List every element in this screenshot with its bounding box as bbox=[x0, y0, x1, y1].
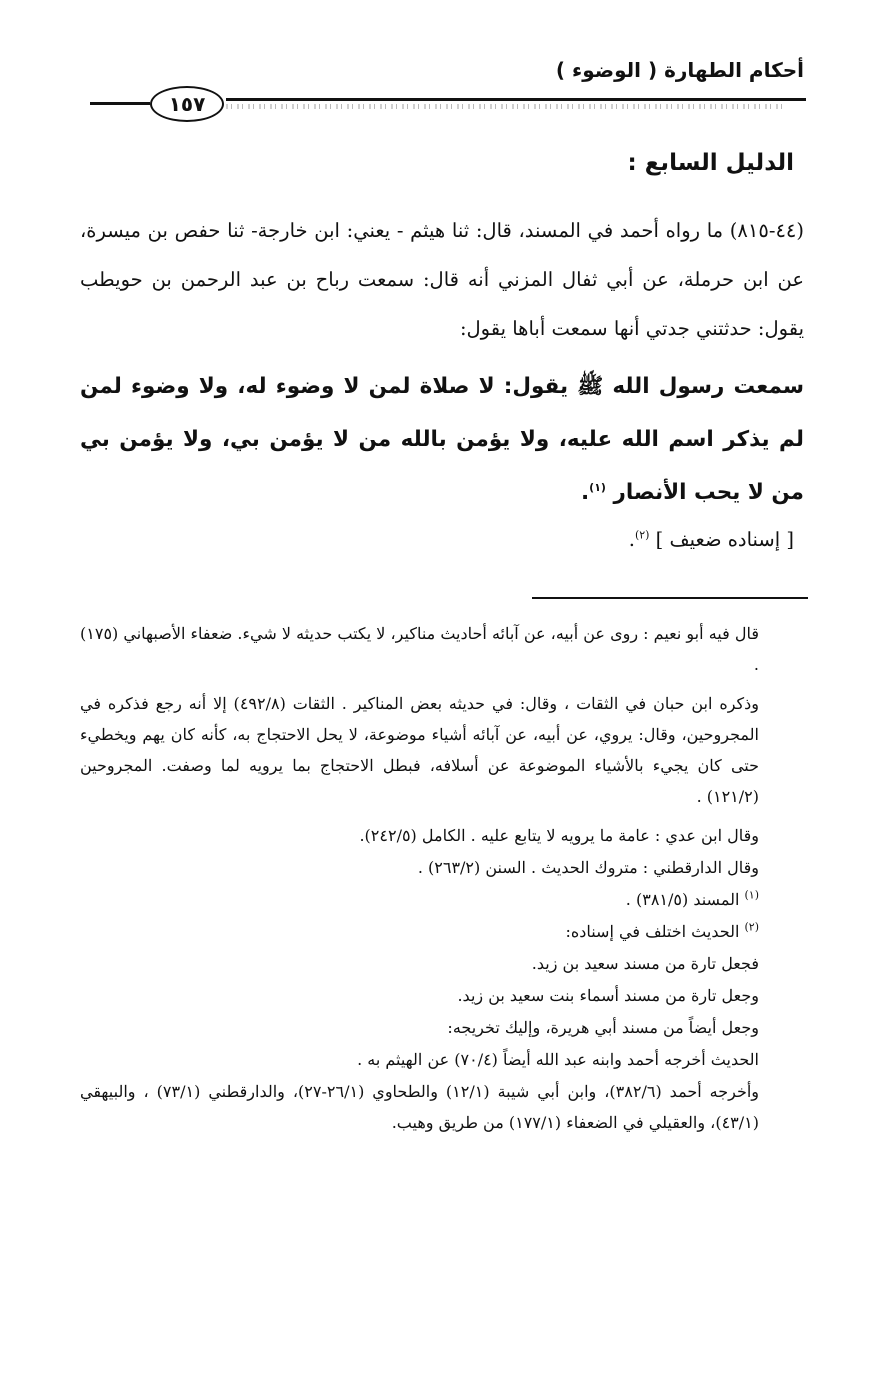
footnote-line: الحديث أخرجه أحمد وابنه عبد الله أيضاً (٧٠/٤) عن الهيثم به . bbox=[357, 1050, 759, 1069]
page-number-badge bbox=[150, 86, 224, 122]
footnote-line: وجعل تارة من مسند أسماء بنت سعيد بن زيد. bbox=[457, 986, 759, 1005]
footnote-paragraph: وأخرجه أحمد (٣٨٢/٦)، وابن أبي شيبة (١٢/١) والطحاوي (٢٦/١-٢٧)، والدارقطني (٧٣/١) ، والبيهقي (٤٣/١)، والعقيلي في الضعفاء (١٧٧/١) من طريق وهيب. bbox=[80, 1082, 760, 1132]
header-rule-texture bbox=[226, 104, 786, 109]
footnote-paragraph: وذكره ابن حبان في الثقات ، وقال: في حديثه بعض المناكير . الثقات (٤٩٢/٨) إلا أنه رجع فذكره في المجروحين، وقال: يروي، عن أبيه، عن آبائه أشياء موضوعة، لا يحل الاحتجاج به، كأنه كان يهم ويخطيء حتى كان يجيء بالأشياء الموضوعة عن أسلافه، فبطل الاحتجاج بما يرويه لما وصفت. المجروحين (١٢١/٢) . bbox=[80, 694, 759, 806]
footnote-1 bbox=[80, 884, 807, 916]
footnote-ref-1[interactable]: (١) bbox=[589, 480, 606, 494]
hadith-body: سمعت رسول الله ﷺ يقول: لا صلاة لمن لا وضوء له، ولا وضوء لمن لم يذكر اسم الله عليه، ولا يؤمن بالله من لا يؤمن بي، ولا يؤمن بي من لا يحب الأنصار bbox=[80, 374, 804, 505]
footnote-2-marker: (٢) bbox=[744, 920, 759, 934]
footnote-line: وقال الدارقطني : متروك الحديث . السنن (٢٦٣/٢) . bbox=[417, 858, 759, 877]
narration-paragraph: (٤٤-٨١٥) ما رواه أحمد في المسند، قال: ثنا هيثم - يعني: ابن خارجة- ثنا حفص بن ميسرة، عن ابن حرملة، عن أبي ثفال المزني أنه قال: سمعت رباح بن عبد الرحمن بن حويطب يقول: حدثتني جدتي أنها سمعت أباها يقول: bbox=[80, 219, 804, 340]
running-title: أحكام الطهارة ( الوضوء ) bbox=[555, 58, 804, 82]
header-rule-left bbox=[90, 102, 150, 105]
footnote-2 bbox=[80, 916, 807, 948]
footnote-paragraph: قال فيه أبو نعيم : روى عن أبيه، عن آبائه أحاديث مناكير، لا يكتب حديثه لا شيء. ضعفاء الأصبهاني (١٧٥) . bbox=[80, 624, 759, 674]
footnote-2-text: الحديث اختلف في إسناده: bbox=[565, 922, 740, 941]
isnad-grade-text: [ إسناده ضعيف ] bbox=[655, 528, 794, 551]
page-number: ١٥٧ bbox=[168, 92, 206, 116]
header-rule-right bbox=[226, 98, 806, 101]
section-title: الدليل السابع : bbox=[627, 150, 794, 176]
footnote-1-marker: (١) bbox=[744, 888, 759, 902]
footnote-line: وجعل أيضاً من مسند أبي هريرة، وإليك تخريجه: bbox=[447, 1018, 759, 1037]
isnad-grade bbox=[629, 528, 794, 551]
footnote-line: وقال ابن عدي : عامة ما يرويه لا يتابع عليه . الكامل (٢٤٢/٥). bbox=[359, 826, 759, 845]
hadith-text bbox=[80, 360, 804, 519]
isnad-end: . bbox=[628, 528, 635, 551]
footnote-line: فجعل تارة من مسند سعيد بن زيد. bbox=[531, 954, 759, 973]
footnote-ref-2[interactable]: (٢) bbox=[634, 528, 650, 542]
footnote-1-text: المسند (٣٨١/٥) . bbox=[625, 890, 740, 909]
footnote-separator bbox=[532, 597, 808, 599]
footnotes bbox=[80, 618, 807, 1138]
hadith-end: . bbox=[581, 480, 590, 505]
